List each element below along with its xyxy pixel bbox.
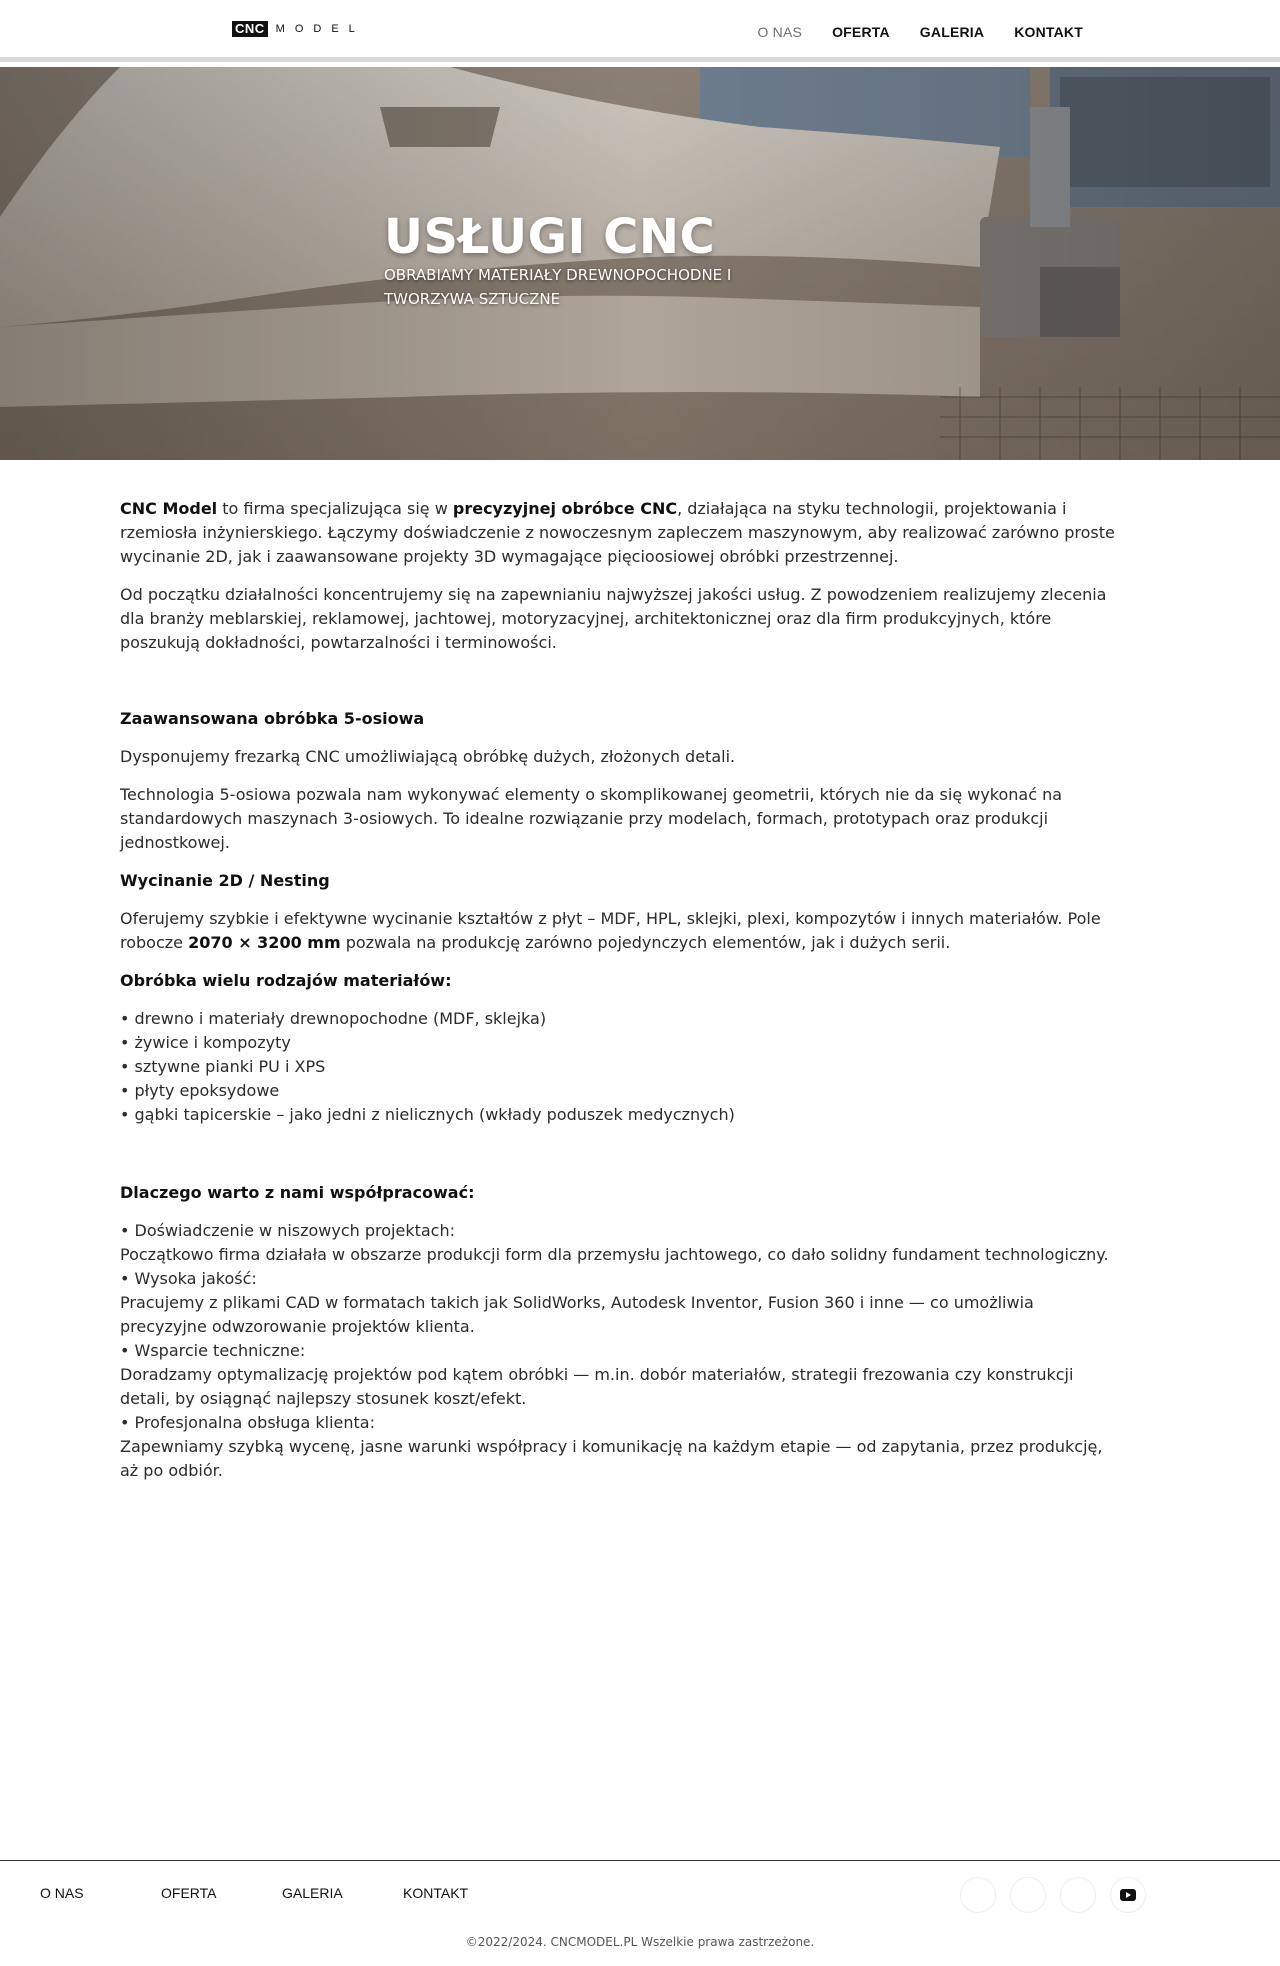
main-content: [120, 497, 1120, 1497]
social-icon-1[interactable]: [960, 1877, 996, 1913]
reason-title: • Profesjonalna obsługa klienta:: [120, 1413, 375, 1432]
footer-nav: [40, 1885, 524, 1901]
reasons-list: [120, 1219, 1120, 1483]
list-item: • sztywne pianki PU i XPS: [120, 1057, 326, 1076]
site-footer: [0, 1860, 1280, 1966]
logo-wordmark: MODEL: [275, 23, 365, 35]
footer-nav-kontakt[interactable]: KONTAKT: [403, 1885, 469, 1901]
youtube-glyph-icon: [1120, 1889, 1136, 1901]
nav-item-oferta[interactable]: OFERTA: [832, 24, 890, 40]
intro-paragraph-1: [120, 497, 1120, 569]
intro-highlight: precyzyjnej obróbce CNC: [452, 499, 678, 518]
reason-title: • Wsparcie techniczne:: [120, 1341, 306, 1360]
logo[interactable]: [232, 21, 365, 37]
materials-list: [120, 1007, 1120, 1127]
section-2d-text-b: pozwala na produkcję zarówno pojedynczych elementów, jak i dużych serii.: [340, 933, 951, 952]
brand-name: CNC Model: [120, 499, 218, 518]
social-links: [960, 1877, 1146, 1913]
copyright: ©2022/2024. CNCMODEL.PL Wszelkie prawa zastrzeżone.: [465, 1935, 815, 1949]
site-header: [0, 0, 1280, 62]
intro-text-a: to firma specjalizująca się w: [217, 499, 453, 518]
section-heading-5-axis: Zaawansowana obróbka 5-osiowa: [120, 709, 425, 728]
social-icon-2[interactable]: [1010, 1877, 1046, 1913]
footer-nav-oferta[interactable]: OFERTA: [161, 1885, 217, 1901]
nav-item-kontakt[interactable]: KONTAKT: [1014, 24, 1083, 40]
footer-nav-galeria[interactable]: GALERIA: [282, 1885, 343, 1901]
list-item: • gąbki tapicerskie – jako jedni z nielicznych (wkłady poduszek medycznych): [120, 1105, 735, 1124]
reason-text: Pracujemy z plikami CAD w formatach takich jak SolidWorks, Autodesk Inventor, Fusion 360 i inne — co umożliwia precyzyjne odwzorowanie projektów klienta.: [120, 1293, 1034, 1336]
section-heading-why-us: Dlaczego warto z nami współpracować:: [120, 1183, 475, 1202]
hero-title: USŁUGI CNC: [384, 209, 716, 265]
social-icon-3[interactable]: [1060, 1877, 1096, 1913]
nav-item-o-nas[interactable]: O NAS: [757, 24, 803, 40]
list-item: • żywice i kompozyty: [120, 1033, 291, 1052]
reason-title: • Wysoka jakość:: [120, 1269, 257, 1288]
reason-text: Doradzamy optymalizację projektów pod kątem obróbki — m.in. dobór materiałów, strategii frezowania czy konstrukcji detali, by osiągnąć najlepszy stosunek koszt/efekt.: [120, 1365, 1074, 1408]
reason-text: Początkowo firma działała w obszarze produkcji form dla przemysłu jachtowego, co dało solidny fundament technologiczny.: [120, 1245, 1109, 1264]
reason-text: Zapewniamy szybką wycenę, jasne warunki współpracy i komunikację na każdym etapie — od zapytania, przez produkcję, aż po odbiór.: [120, 1437, 1103, 1480]
list-item: • płyty epoksydowe: [120, 1081, 280, 1100]
nav-item-galeria[interactable]: GALERIA: [919, 24, 985, 40]
intro-paragraph-2: Od początku działalności koncentrujemy się na zapewnianiu najwyższej jakości usług. Z powodzeniem realizujemy zlecenia dla branży meblarskiej, reklamowej, jachtowej, motoryzacyjnej, architektonicznej oraz dla firm produkcyjnych, które poszukują dokładności, powtarzalności i terminowości.: [120, 585, 1107, 652]
footer-nav-o-nas[interactable]: O NAS: [40, 1885, 84, 1901]
logo-mark: CNC: [232, 21, 268, 37]
section-heading-materials: Obróbka wielu rodzajów materiałów:: [120, 971, 452, 990]
section-heading-2d-nesting: Wycinanie 2D / Nesting: [120, 871, 330, 890]
section-5-axis-paragraph-2: Technologia 5-osiowa pozwala nam wykonywać elementy o skomplikowanej geometrii, których nie da się wykonać na standardowych maszynach 3-osiowych. To idealne rozwiązanie przy modelach, formach, prototypach oraz produkcji jednostkowej.: [120, 785, 1063, 852]
section-5-axis-paragraph-1: Dysponujemy frezarką CNC umożliwiającą obróbkę dużych, złożonych detali.: [120, 747, 736, 766]
hero-subtitle: OBRABIAMY MATERIAŁY DREWNOPOCHODNE I TWORZYWA SZTUCZNE: [384, 266, 732, 308]
main-nav: [758, 24, 1084, 40]
youtube-icon[interactable]: [1110, 1877, 1146, 1913]
working-area-size: 2070 × 3200 mm: [188, 933, 341, 952]
reason-title: • Doświadczenie w niszowych projektach:: [120, 1221, 456, 1240]
hero-banner: [0, 67, 1280, 460]
intro-text-b: , działająca na styku technologii, projektowania i rzemiosła inżynierskiego. Łączymy doświadczenie z nowoczesnym zapleczem maszynowym, aby realizować zarówno proste wycinanie 2D, jak i zaawansowane projekty 3D wymagające pięcioosiowej obróbki przestrzennej.: [120, 499, 1115, 566]
list-item: • drewno i materiały drewnopochodne (MDF, sklejka): [120, 1009, 547, 1028]
section-2d-paragraph: [120, 907, 1120, 955]
section-2d-text-a: Oferujemy szybkie i efektywne wycinanie kształtów z płyt – MDF, HPL, sklejki, plexi, kompozytów i innych materiałów. Pole robocze: [120, 909, 1101, 952]
